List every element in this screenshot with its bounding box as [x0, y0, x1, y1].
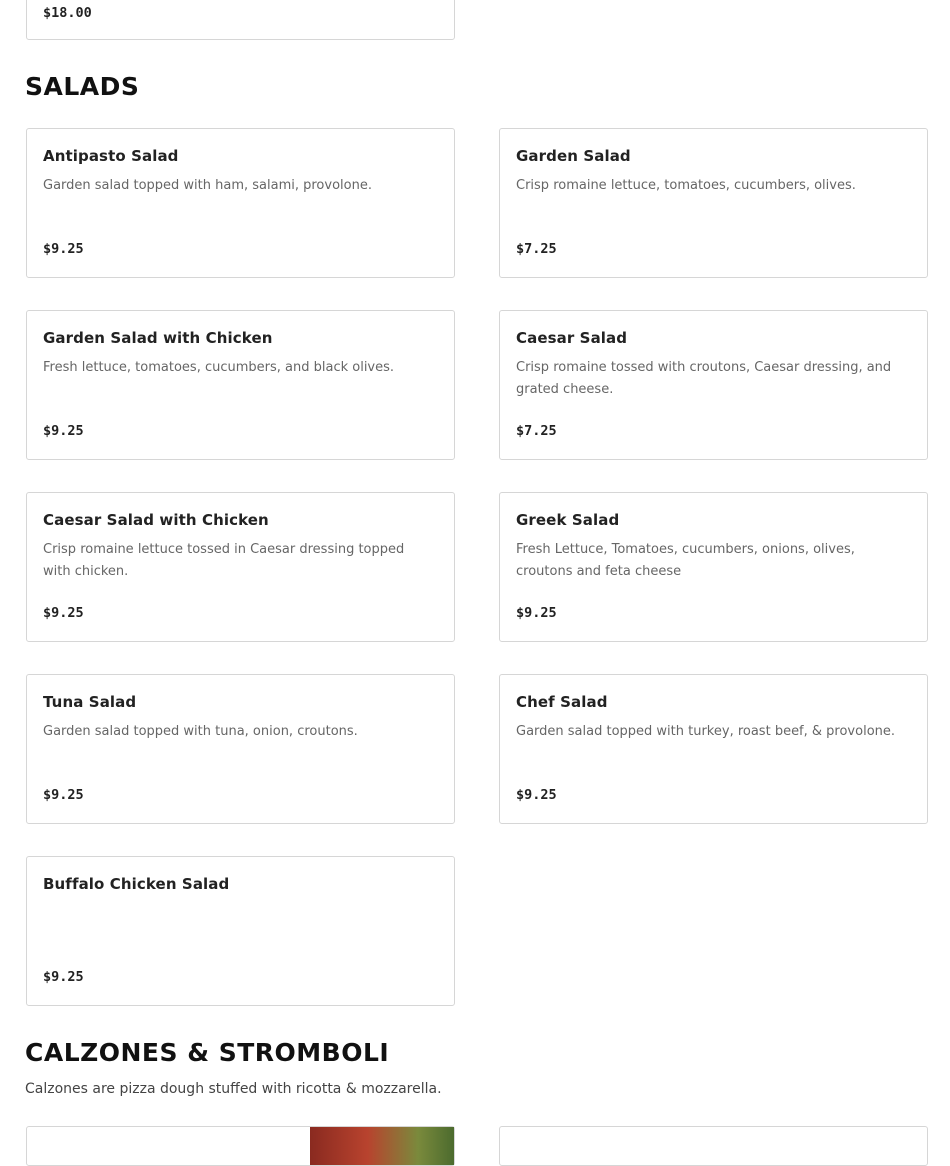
item-name: Caesar Salad with Chicken — [43, 511, 269, 529]
menu-item-card[interactable] — [26, 674, 455, 824]
item-name: Greek Salad — [516, 511, 620, 529]
item-price: $7.25 — [516, 241, 557, 257]
item-description: Garden salad topped with tuna, onion, croutons. — [43, 724, 358, 739]
item-name: Chef Salad — [516, 693, 608, 711]
item-description: Garden salad topped with ham, salami, provolone. — [43, 178, 372, 193]
menu-item-card[interactable] — [26, 310, 455, 460]
menu-item-card[interactable] — [499, 1126, 928, 1166]
menu-item-card[interactable] — [26, 856, 455, 1006]
item-description: Garden salad topped with turkey, roast beef, & provolone. — [516, 724, 896, 739]
menu-item-card[interactable] — [26, 1126, 455, 1166]
section-description: Calzones are pizza dough stuffed with ricotta & mozzarella. — [25, 1081, 442, 1097]
item-price: $9.25 — [516, 787, 557, 803]
item-description: Fresh Lettuce, Tomatoes, cucumbers, onions, olives, croutons and feta cheese — [516, 542, 855, 579]
menu-item-card[interactable] — [499, 310, 928, 460]
menu-item-card[interactable] — [26, 128, 455, 278]
item-price: $18.00 — [43, 5, 92, 21]
item-description: Crisp romaine tossed with croutons, Caesar dressing, and grated cheese. — [516, 360, 892, 397]
menu-item-card[interactable] — [499, 492, 928, 642]
section-title-salads: SALADS — [25, 72, 140, 101]
item-price: $9.25 — [43, 787, 84, 803]
menu-item-card[interactable] — [26, 492, 455, 642]
item-price: $9.25 — [43, 605, 84, 621]
item-description: Fresh lettuce, tomatoes, cucumbers, and black olives. — [43, 360, 395, 375]
item-description: Crisp romaine lettuce tossed in Caesar dressing topped with chicken. — [43, 542, 405, 579]
item-price: $9.25 — [516, 605, 557, 621]
item-description: Crisp romaine lettuce, tomatoes, cucumbers, olives. — [516, 178, 856, 193]
item-price: $9.25 — [43, 423, 84, 439]
item-price: $9.25 — [43, 241, 84, 257]
item-photo — [310, 1127, 454, 1165]
item-name: Garden Salad — [516, 147, 631, 165]
item-name: Buffalo Chicken Salad — [43, 875, 230, 893]
menu-item-card[interactable] — [499, 674, 928, 824]
item-name: Tuna Salad — [43, 693, 137, 711]
item-price: $7.25 — [516, 423, 557, 439]
item-name: Garden Salad with Chicken — [43, 329, 273, 347]
menu-item-card[interactable] — [26, 0, 455, 40]
item-name: Caesar Salad — [516, 329, 628, 347]
item-price: $9.25 — [43, 969, 84, 985]
section-title-calzones: CALZONES & STROMBOLI — [25, 1038, 390, 1067]
menu-item-card[interactable] — [499, 128, 928, 278]
item-name: Antipasto Salad — [43, 147, 179, 165]
